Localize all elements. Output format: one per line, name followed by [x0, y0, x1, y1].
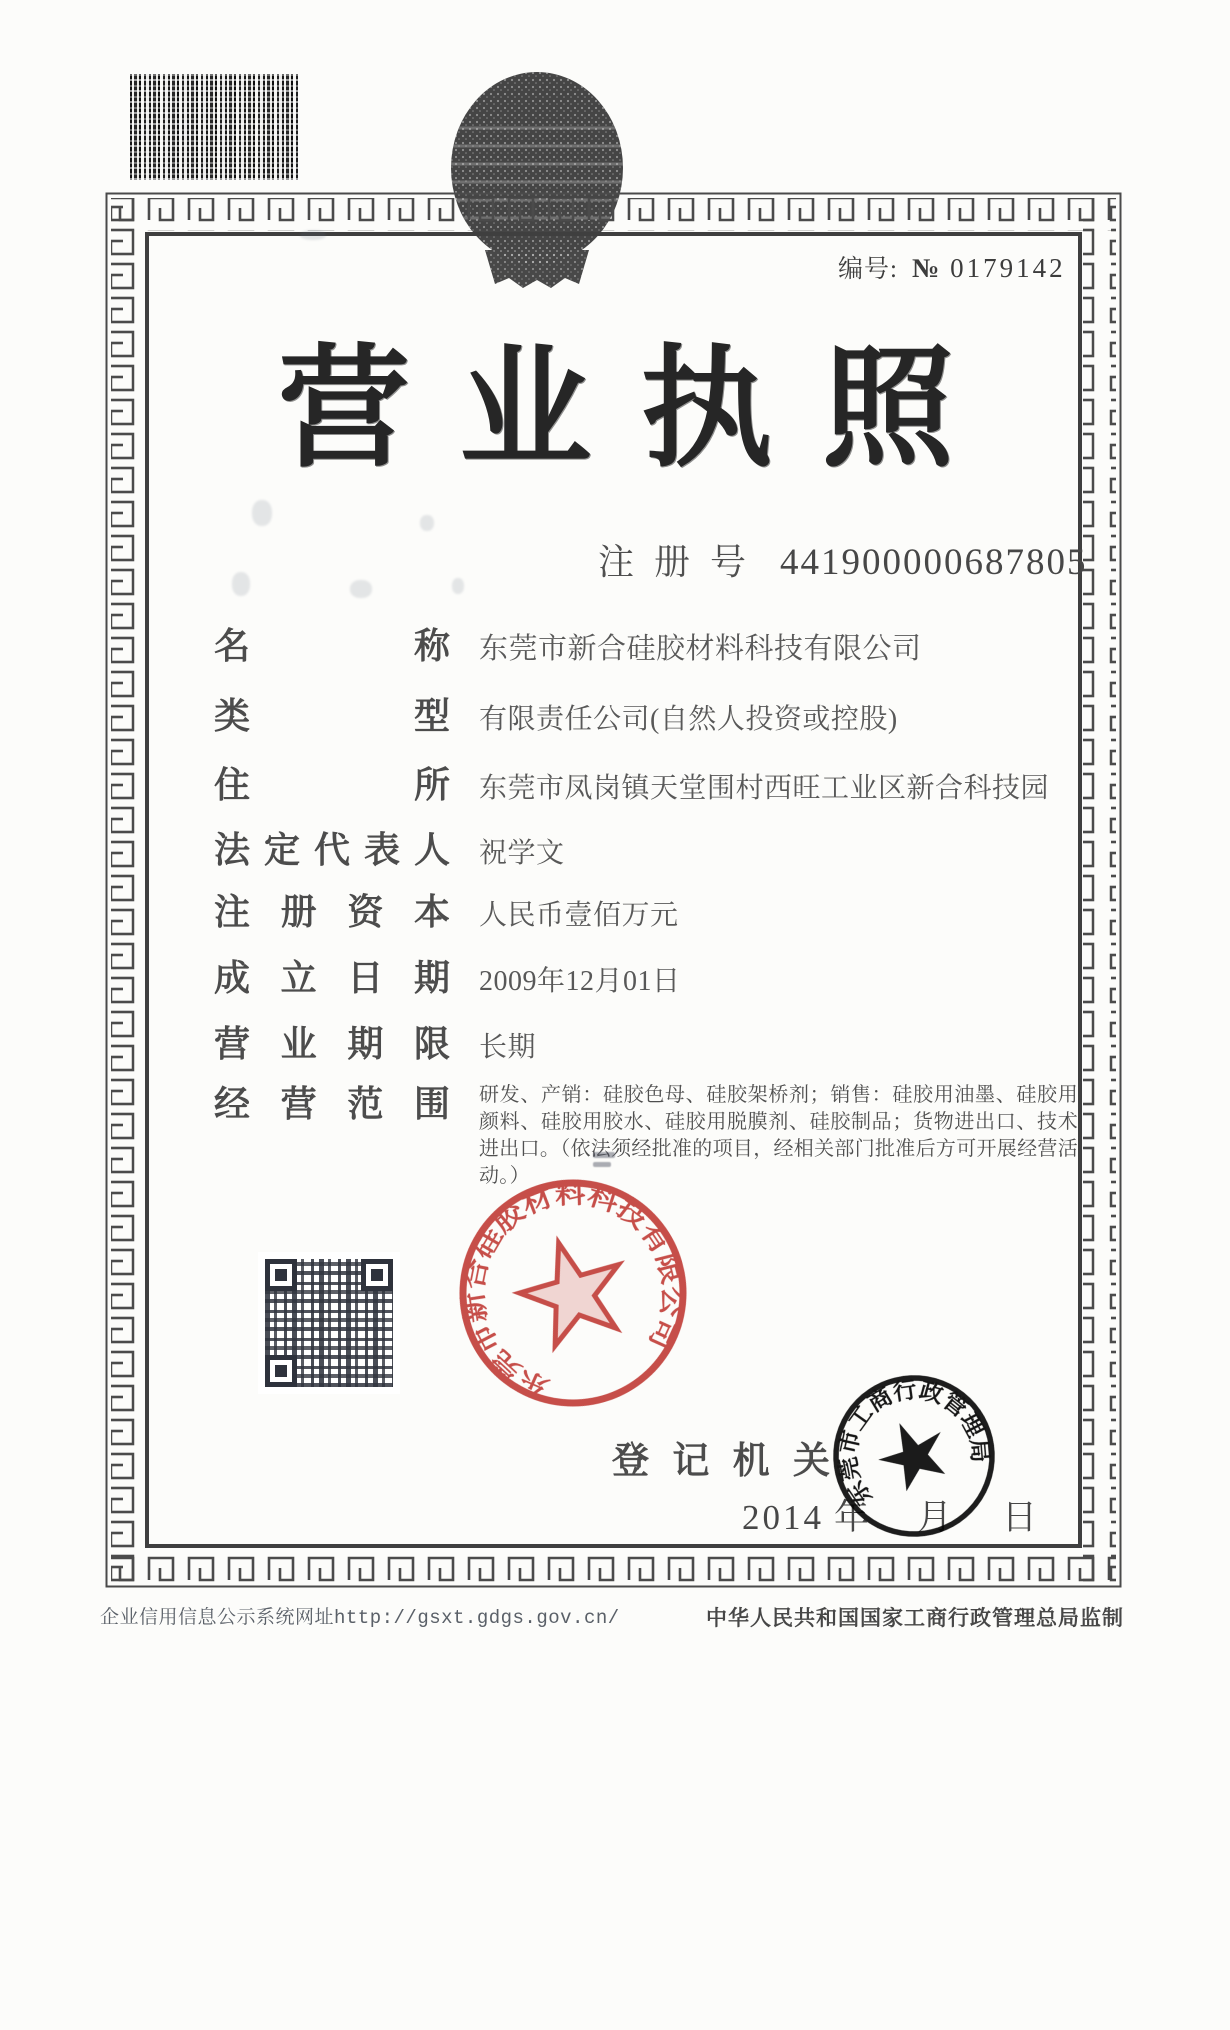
- qr-finder-icon: [265, 1355, 297, 1387]
- date-year-char: 年: [834, 1498, 870, 1537]
- registration-label: 注 册 号: [598, 542, 746, 582]
- field-value: 东莞市新合硅胶材料科技有限公司: [479, 633, 922, 665]
- registration-number-line: [598, 534, 1088, 585]
- footer-issuing-authority: 中华人民共和国国家工商行政管理总局监制: [706, 1606, 1124, 1630]
- date-month-char: 月: [917, 1498, 953, 1537]
- barcode-image: [130, 74, 298, 180]
- field-value: 东莞市凤岗镇天堂围村西旺工业区新合科技园: [479, 773, 1050, 804]
- field-row-legal-rep: [214, 822, 565, 873]
- scan-smudge: [232, 572, 250, 596]
- scan-smudge: [593, 1152, 615, 1158]
- numero-sign: №: [911, 253, 941, 283]
- scan-smudge: [420, 515, 434, 531]
- business-scope-text: 研发、产销：硅胶色母、硅胶架桥剂；销售：硅胶用油墨、硅胶用颜料、硅胶用胶水、硅胶用脱膜剂、硅胶制品；货物进出口、技术进出口。（依法须经批准的项目，经相关部门批准后方可开展经营活动。）: [479, 1084, 1078, 1187]
- serial-number: 0179142: [950, 253, 1066, 283]
- registrar-label: 登 记 机 关: [612, 1441, 830, 1482]
- date-day-char: 日: [1002, 1498, 1038, 1537]
- field-row-type: [214, 688, 898, 739]
- serial-number-line: [838, 249, 1066, 285]
- field-row-address: [214, 757, 1049, 808]
- field-value: 长期: [479, 1032, 537, 1063]
- field-label: 注 册 资 本: [214, 892, 450, 932]
- footer-public-info-url: 企业信用信息公示系统网址http://gsxt.gdgs.gov.cn/: [100, 1607, 620, 1629]
- company-seal-text: 东莞市新合硅胶材料科技有限公司: [458, 1178, 688, 1404]
- field-label: 住 所: [214, 765, 450, 805]
- field-row-established: [214, 950, 681, 1001]
- field-label: 名 称: [214, 626, 450, 666]
- scan-smudge: [300, 230, 326, 240]
- field-value: 祝学文: [479, 838, 565, 869]
- qr-finder-icon: [361, 1259, 393, 1291]
- field-label: 成 立 日 期: [214, 958, 450, 998]
- field-value: 人民币壹佰万元: [479, 900, 679, 931]
- field-label: 营 业 期 限: [214, 1024, 450, 1064]
- serial-label: 编号:: [838, 256, 898, 283]
- scan-smudge: [350, 580, 372, 598]
- field-label: 法 定 代 表 人: [214, 830, 450, 870]
- field-label: 类 型: [214, 696, 450, 736]
- field-row-term: [214, 1016, 536, 1067]
- qr-code-image: [258, 1252, 400, 1394]
- page-title: 营 业 执 照: [278, 335, 954, 482]
- scan-smudge: [452, 578, 464, 594]
- scan-smudge: [593, 1162, 611, 1167]
- field-label-scope: 经 营 范 围: [214, 1084, 450, 1124]
- field-row-name: [214, 618, 922, 669]
- field-value: 2009年12月01日: [479, 966, 681, 997]
- field-row-capital: [214, 884, 679, 935]
- field-value: 有限责任公司(自然人投资或控股): [479, 704, 898, 735]
- authority-seal-text: 东莞市工商行政管理局: [835, 1377, 993, 1510]
- registration-number: 441900000687805: [780, 542, 1088, 583]
- date-year: 2014: [742, 1498, 824, 1537]
- qr-finder-icon: [265, 1259, 297, 1291]
- scan-smudge: [252, 500, 272, 526]
